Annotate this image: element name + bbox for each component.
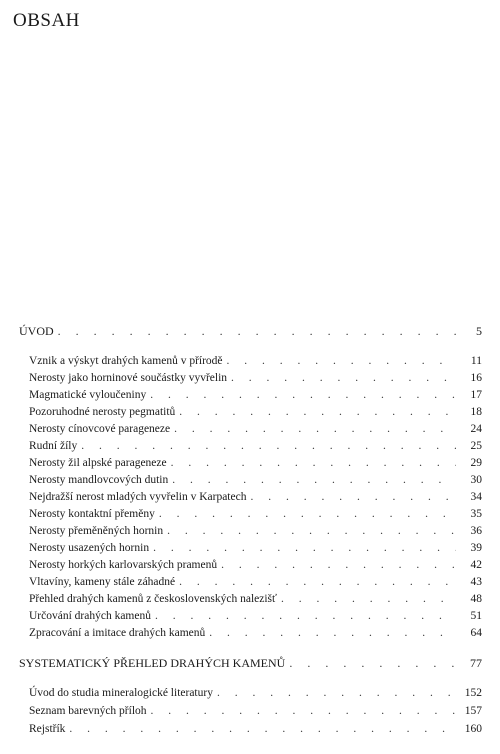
toc-item[interactable] (29, 685, 482, 701)
toc-leader-dots (250, 489, 456, 505)
toc-item-title: Nerosty žil alpské parageneze (29, 457, 167, 469)
toc-leader-dots (179, 574, 456, 590)
page-heading: OBSAH (13, 10, 80, 31)
toc-item-title: Nejdražší nerost mladých vyvřelin v Karpatech (29, 491, 247, 503)
toc-page-number: 30 (470, 474, 482, 486)
toc-item[interactable] (29, 353, 482, 369)
toc-item[interactable] (29, 370, 482, 386)
toc-item[interactable] (29, 557, 482, 573)
toc-section-uvod[interactable] (19, 323, 482, 339)
toc-item[interactable] (29, 625, 482, 641)
toc-page-number: 24 (470, 423, 482, 435)
toc-leader-dots (179, 404, 456, 420)
toc-page-number: 43 (470, 576, 482, 588)
toc-item[interactable] (29, 404, 482, 420)
toc-item[interactable] (29, 506, 482, 522)
toc-section-systematicky-prehled[interactable] (19, 655, 482, 671)
toc-item[interactable] (29, 455, 482, 471)
toc-leader-dots (81, 438, 456, 454)
toc-page-number: 35 (470, 508, 482, 520)
toc-leader-dots (174, 421, 456, 437)
toc-item[interactable] (29, 540, 482, 556)
toc-leader-dots (69, 721, 456, 737)
toc-item[interactable] (29, 421, 482, 437)
toc-leader-dots (153, 540, 456, 556)
toc-item-title: Úvod do studia mineralogické literatury (29, 687, 213, 699)
toc-page-number: 5 (476, 324, 482, 338)
toc-leader-dots (221, 557, 456, 573)
toc-item[interactable] (29, 574, 482, 590)
toc-item[interactable] (29, 472, 482, 488)
toc-page-number: 25 (470, 440, 482, 452)
toc-item-title: Nerosty jako horninové součástky vyvřelin (29, 372, 228, 384)
toc-section-title: SYSTEMATICKÝ PŘEHLED DRAHÝCH KAMENŮ (19, 656, 286, 670)
toc-item[interactable] (29, 438, 482, 454)
toc-leader-dots (167, 523, 456, 539)
toc-item-title: Nerosty cínovcové parageneze (29, 423, 171, 435)
toc-page-number: 11 (470, 355, 482, 367)
toc-leader-dots (281, 591, 456, 607)
toc-item-title: Zpracování a imitace drahých kamenů (29, 627, 206, 639)
toc-item-title: Nerosty horkých karlovarských pramenů (29, 559, 218, 571)
toc-page-number: 160 (464, 723, 482, 735)
toc-page-number: 16 (470, 372, 482, 384)
toc-item[interactable] (29, 523, 482, 539)
toc-leader-dots (227, 353, 456, 369)
toc-page-number: 29 (470, 457, 482, 469)
toc-leader-dots (155, 608, 456, 624)
toc-item-title: Rejstřík (29, 723, 66, 735)
toc-item-title: Magmatické vyloučeniny (29, 389, 147, 401)
toc-item[interactable] (29, 703, 482, 719)
toc-item-title: Vznik a výskyt drahých kamenů v přírodě (29, 355, 223, 367)
toc-leader-dots (151, 703, 456, 719)
toc-item-title: Přehled drahých kamenů z československých nalezišť (29, 593, 277, 605)
toc-item-title: Nerosty mandlovcových dutin (29, 474, 169, 486)
toc-leader-dots (150, 387, 456, 403)
toc-section-title: ÚVOD (19, 324, 54, 338)
toc-item-title: Pozoruhodné nerosty pegmatitů (29, 406, 176, 418)
toc-page-number: 18 (470, 406, 482, 418)
toc-page-number: 34 (470, 491, 482, 503)
toc-item[interactable] (29, 387, 482, 403)
toc-page-number: 17 (470, 389, 482, 401)
toc-item-title: Rudní žíly (29, 440, 78, 452)
toc-item-title: Nerosty přeměněných hornin (29, 525, 164, 537)
toc-leader-dots (231, 370, 456, 386)
toc-item-title: Nerosty usazených hornin (29, 542, 150, 554)
toc-leader-dots (171, 455, 456, 471)
toc-page-number: 42 (470, 559, 482, 571)
toc-item[interactable] (29, 591, 482, 607)
toc-leader-dots (58, 323, 456, 339)
toc-page-number: 152 (464, 687, 482, 699)
toc-item[interactable] (29, 608, 482, 624)
toc-item-title: Seznam barevných příloh (29, 705, 147, 717)
toc-page-number: 157 (464, 705, 482, 717)
toc-page-number: 64 (470, 627, 482, 639)
toc-item-title: Určování drahých kamenů (29, 610, 151, 622)
toc-item-title: Vltavíny, kameny stále záhadné (29, 576, 176, 588)
toc-item[interactable] (29, 489, 482, 505)
toc-page-number: 51 (470, 610, 482, 622)
toc-page-number: 36 (470, 525, 482, 537)
toc-page-number: 77 (470, 656, 482, 670)
toc-item[interactable] (29, 721, 482, 737)
toc-leader-dots (172, 472, 456, 488)
toc-page-number: 48 (470, 593, 482, 605)
toc-page-number: 39 (470, 542, 482, 554)
toc-leader-dots (159, 506, 456, 522)
toc-leader-dots (209, 625, 456, 641)
toc-leader-dots (289, 655, 456, 671)
toc-item-title: Nerosty kontaktní přeměny (29, 508, 155, 520)
toc-leader-dots (217, 685, 456, 701)
